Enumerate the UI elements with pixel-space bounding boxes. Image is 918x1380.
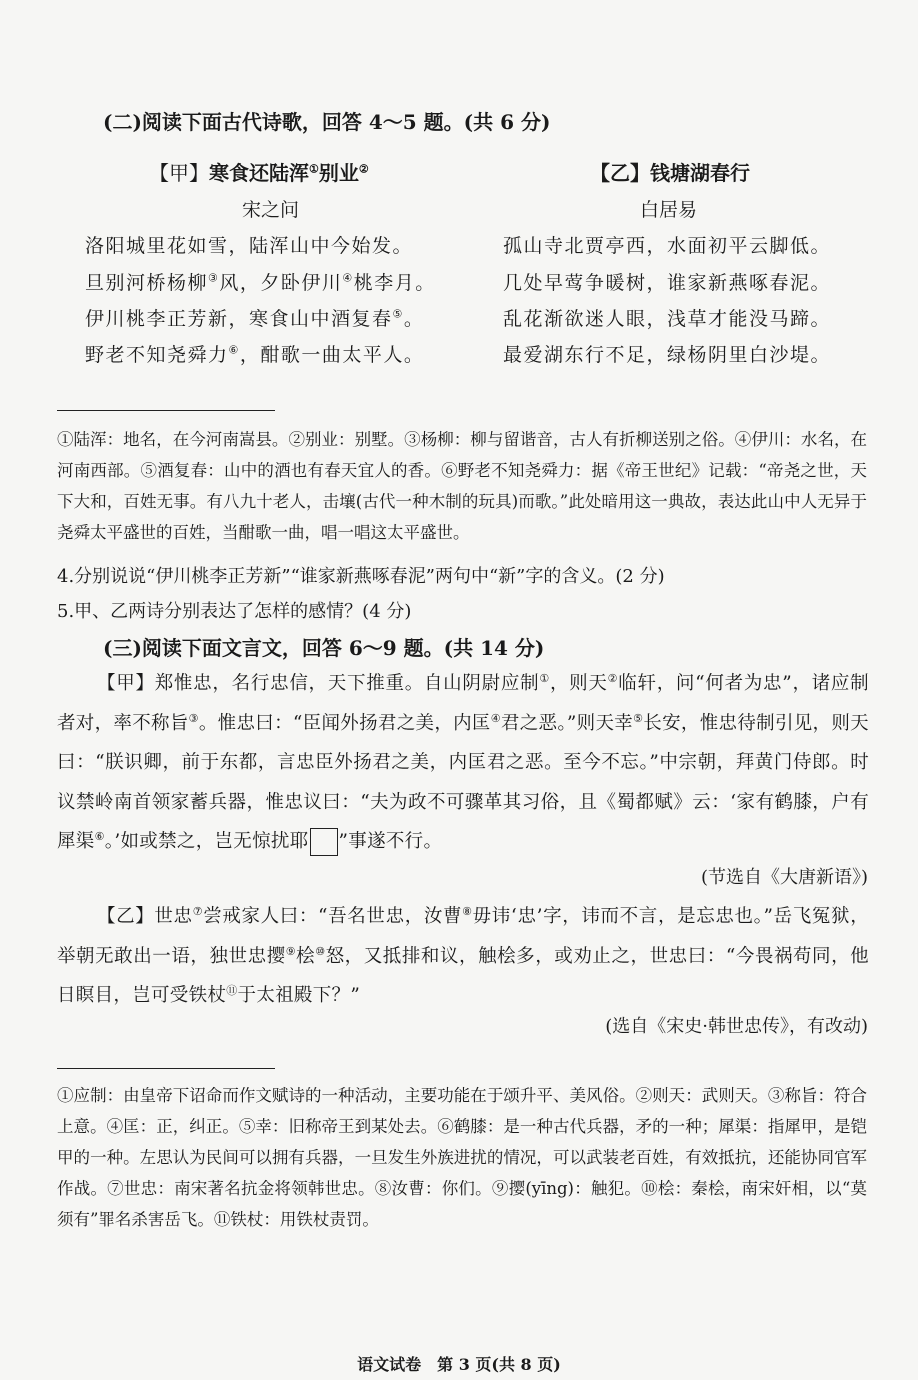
section-2-heading: (二)阅读下面古代诗歌，回答 4～5 题。(共 6 分): [103, 110, 551, 134]
poem-a-title-text2: 别业: [318, 161, 359, 185]
source-a: (节选自《大唐新语》): [700, 867, 868, 888]
poem-a-title: [149, 157, 369, 186]
poem-b-title: 【乙】钱塘湖春行: [590, 161, 750, 185]
footnote-divider: [57, 1068, 275, 1069]
prose-footnotes: ①应制：由皇帝下诏命而作文赋诗的一种活动，主要功能在于颂升平、美风俗。②则天：武则天。③称旨：符合上意。④匡：正，纠正。⑤幸：旧称帝王到某处去。⑥鹤膝：是一种古代兵器，矛的一种；犀渠：指犀甲，是铠甲的一种。左思认为民间可以拥有兵器，一旦发生外族进扰的情况，可以武装老百姓，有效抵抗，还能协同官军作战。⑦世忠：南宋著名抗金将领韩世忠。⑧汝曹：你们。⑨撄(yīng)：触犯。⑩桧：秦桧，南宋奸相，以“莫须有”罪名杀害岳飞。⑪铁杖：用铁杖责罚。: [57, 1086, 867, 1229]
poem-b-line: 最爱湖东行不足，绿杨阴里白沙堤。: [503, 344, 832, 366]
poem-a-line: 野老不知尧舜力⑥，酣歌一曲太平人。: [85, 343, 425, 366]
section-3-heading: (三)阅读下面文言文，回答 6～9 题。(共 14 分): [103, 636, 545, 660]
poem-b-line: 孤山寺北贾亭西，水面初平云脚低。: [503, 235, 832, 257]
poem-b-line: 乱花渐欲迷人眼，浅草才能没马蹄。: [503, 308, 832, 330]
question-4: 4.分别说说“伊川桃李正芳新”“谁家新燕啄春泥”两句中“新”字的含义。(2 分): [57, 566, 665, 587]
poem-a-line: 洛阳城里花如雪，陆浑山中今始发。: [85, 235, 414, 257]
poem-b-author: 白居易: [640, 199, 698, 221]
note-ref: ②: [358, 162, 369, 176]
poem-a-line: 旦别河桥杨柳③风，夕卧伊川④桃李月。: [85, 271, 436, 294]
answer-blank-box[interactable]: [310, 828, 338, 856]
source-b: (选自《宋史·韩世忠传》，有改动): [605, 1016, 868, 1037]
poem-b-line: 几处早莺争暖树，谁家新燕啄春泥。: [503, 272, 832, 294]
page-footer: 语文试卷 第 3 页(共 8 页): [357, 1355, 561, 1374]
classical-text-a: 【甲】郑惟忠，名行忠信，天下推重。自山阴尉应制①，则天②临轩，问“何者为忠”，诸应制者对，率不称旨③。惟忠曰：“臣闻外扬君之美，内匡④君之恶。”则天幸⑤长安，惟忠待制引见，则天曰：“朕识卿，前于东都，言忠臣外扬君之美，内匡君之恶。至今不忘。”中宗朝，拜黄门侍郎。时议禁岭南首领家蓄兵器，惟忠议曰：“夫为政不可骤革其习俗，且《蜀都赋》云：‘家有鹤膝，户有犀渠⑥。’如或禁之，岂无惊扰耶 ”事遂不行。: [57, 664, 869, 862]
poem-a-title-text: 寒食还陆浑: [209, 161, 309, 185]
question-5: 5.甲、乙两诗分别表达了怎样的感情？(4 分): [57, 601, 412, 622]
note-ref: ①: [309, 162, 319, 176]
poem-footnotes: ①陆浑：地名，在今河南嵩县。②别业：别墅。③杨柳：柳与留谐音，古人有折柳送别之俗。④伊川：水名，在河南西部。⑤酒复春：山中的酒也有春天宜人的香。⑥野老不知尧舜力：据《帝王世纪》记载：“帝尧之世，天下大和，百姓无事。有八九十老人，击壤(古代一种木制的玩具)而歌。”此处暗用这一典故，表达此山中人无异于尧舜太平盛世的百姓，当酣歌一曲，唱一唱这太平盛世。: [57, 430, 867, 542]
footnote-divider: [57, 410, 275, 411]
classical-text-b: 【乙】世忠⑦尝戒家人曰：“吾名世忠，汝曹⑧毋讳‘忠’字，讳而不言，是忘忠也。”岳飞冤狱，举朝无敢出一语，独世忠撄⑨桧⑩怒，又抵排和议，触桧多，或劝止之，世忠曰：“今畏祸苟同，他日瞑目，岂可受铁杖⑪于太祖殿下？”: [57, 904, 869, 1006]
poem-a-author: 宋之问: [242, 199, 300, 221]
poem-a-tag: 【甲】: [149, 161, 209, 185]
poem-a-line: 伊川桃李正芳新，寒食山中酒复春⑤。: [85, 307, 425, 330]
